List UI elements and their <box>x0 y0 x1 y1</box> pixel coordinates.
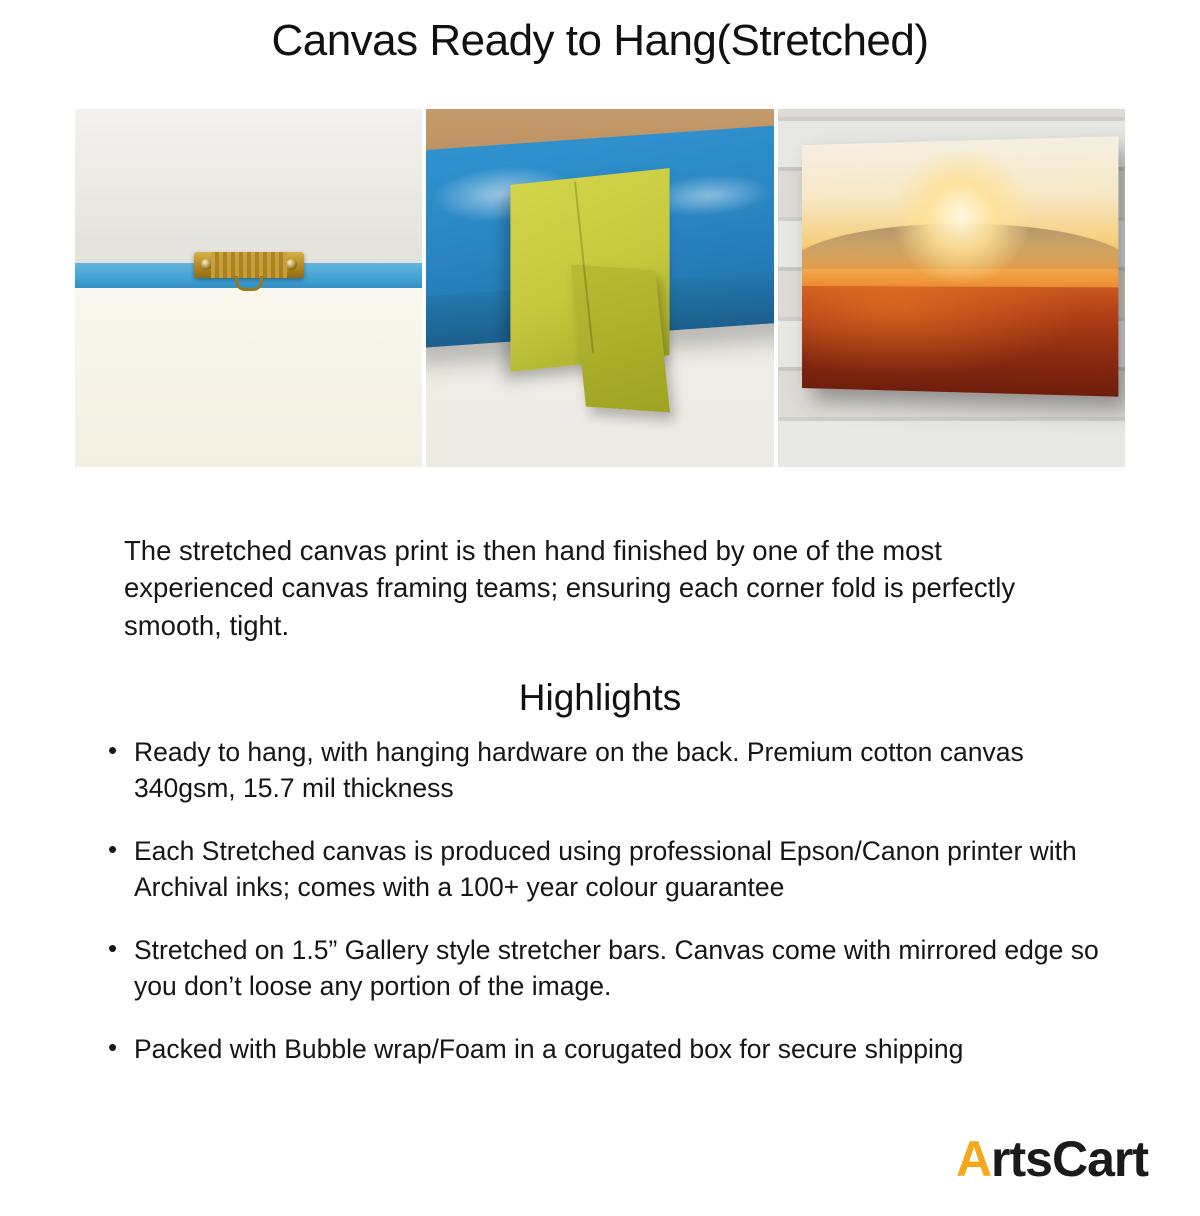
canvas-back-face <box>75 288 422 467</box>
photo-strip <box>75 109 1125 467</box>
hanging-hardware-teeth <box>211 252 287 278</box>
artscart-logo <box>956 1130 1148 1188</box>
list-item: • Each Stretched canvas is produced using professional Epson/Canon printer with Archival inks; comes with a 100+ year colour guarantee <box>102 833 1112 905</box>
list-item: • Stretched on 1.5” Gallery style stretcher bars. Canvas come with mirrored edge so you don’t loose any portion of the image. <box>102 932 1112 1004</box>
photo1-background <box>75 109 422 263</box>
logo-text-arts: rts <box>991 1131 1052 1187</box>
canvas-on-wall-photo <box>778 109 1125 467</box>
canvas-back-hardware-photo <box>75 109 422 467</box>
canvas-corner-fold-photo <box>426 109 773 467</box>
hanging-hardware-hook <box>235 276 263 291</box>
list-item: • Packed with Bubble wrap/Foam in a corugated box for secure shipping <box>102 1031 1112 1067</box>
artwork-sun <box>893 147 1031 284</box>
highlights-list <box>102 734 1112 1094</box>
logo-accent-letter: A <box>955 1131 992 1187</box>
intro-paragraph: The stretched canvas print is then hand finished by one of the most experienced canvas framing teams; ensuring each corner fold is perfectly smooth, tight. <box>124 534 1016 642</box>
product-info-page <box>0 16 1200 1216</box>
artwork-town <box>802 286 1118 397</box>
sunset-landscape-artwork <box>802 136 1118 397</box>
list-item: • Ready to hang, with hanging hardware on the back. Premium cotton canvas 340gsm, 15.7 mil thickness <box>102 734 1112 806</box>
highlights-heading: Highlights <box>518 676 682 718</box>
page-title: Canvas Ready to Hang(Stretched) <box>271 16 929 65</box>
logo-text-cart: Cart <box>1051 1131 1148 1187</box>
